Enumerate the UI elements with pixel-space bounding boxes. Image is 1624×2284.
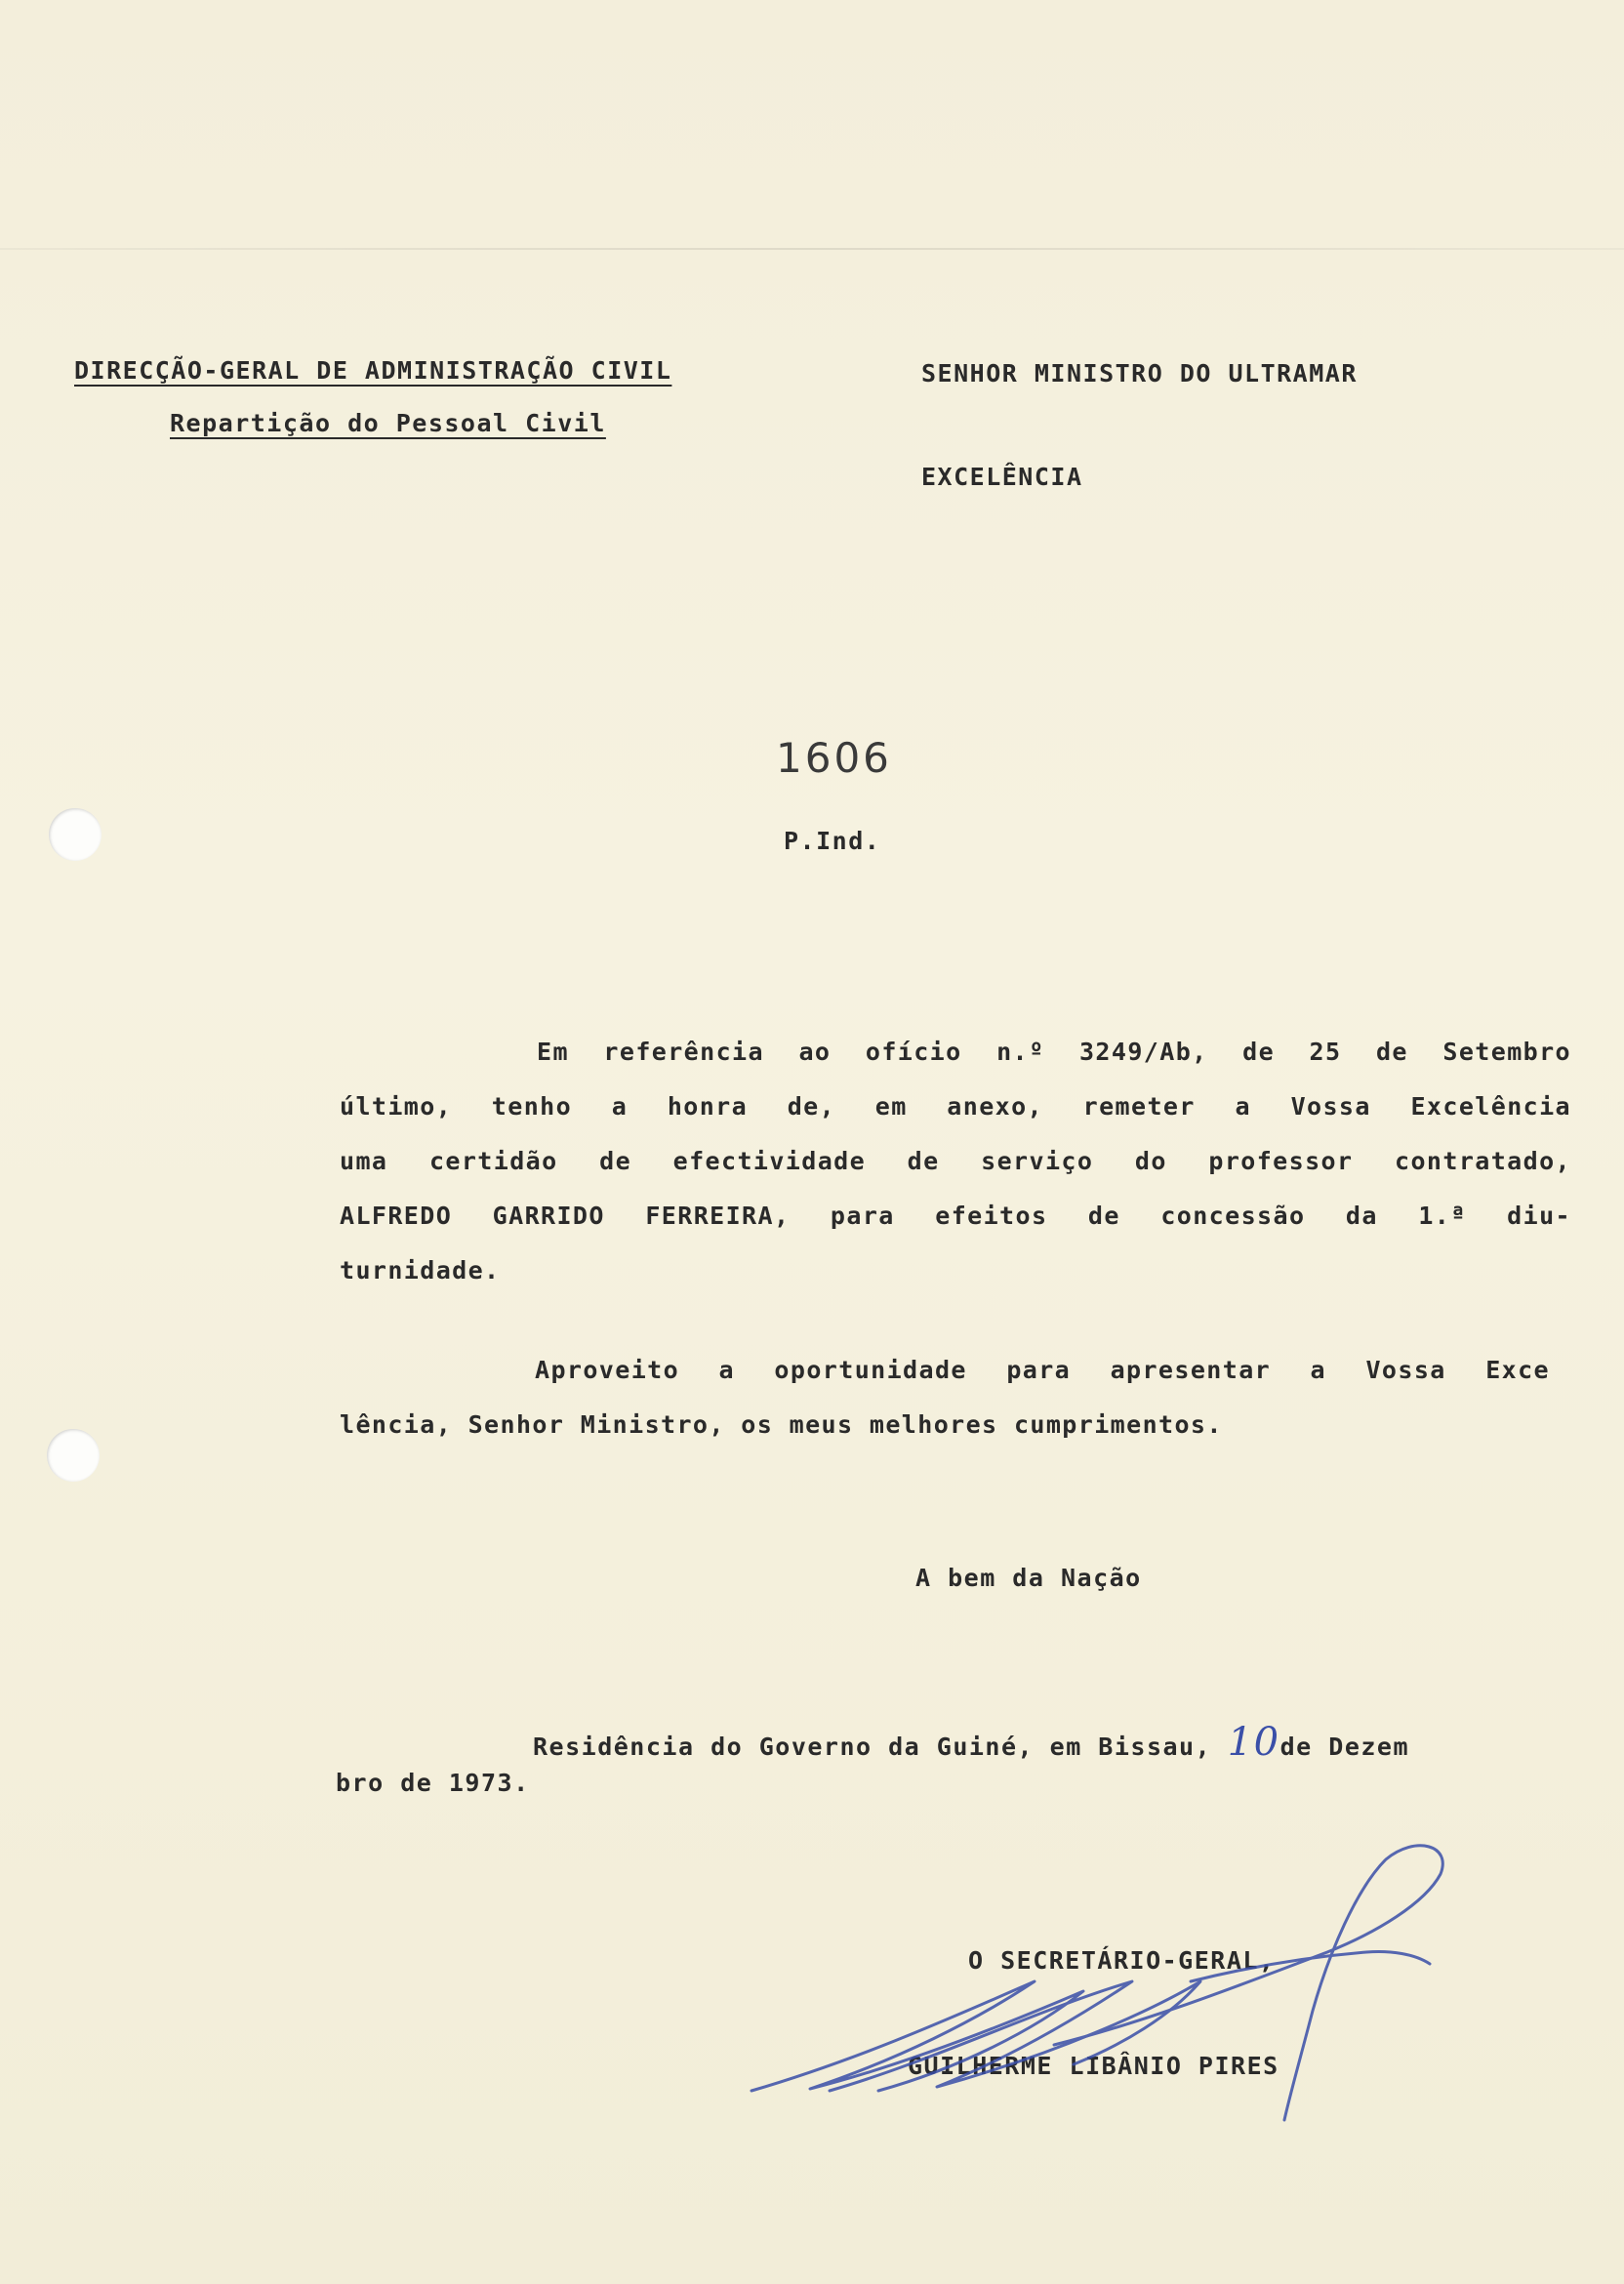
closing-formula: A bem da Nação	[915, 1564, 1142, 1592]
handwritten-signature	[742, 1835, 1464, 2128]
punch-hole-bottom	[47, 1429, 100, 1482]
paragraph-line: Aproveito a oportunidade para apresentar a Vossa Exce	[535, 1356, 1550, 1384]
addressee: SENHOR MINISTRO DO ULTRAMAR	[921, 359, 1358, 387]
department-heading: DIRECÇÃO-GERAL DE ADMINISTRAÇÃO CIVIL	[74, 356, 672, 385]
paragraph-line: turnidade.	[340, 1256, 501, 1285]
salutation: EXCELÊNCIA	[921, 463, 1083, 491]
section-heading: Repartição do Pessoal Civil	[170, 409, 606, 437]
paragraph-line: lência, Senhor Ministro, os meus melhores cumprimentos.	[340, 1410, 1223, 1439]
paragraph-line: uma certidão de efectividade de serviço do professor contratado,	[340, 1147, 1571, 1175]
reference-number: 1606	[776, 734, 892, 782]
reference-code: P.Ind.	[784, 827, 881, 855]
signature-stroke	[1054, 1846, 1442, 2120]
date-line-suffix: de Dezem	[1279, 1733, 1410, 1761]
paragraph-line: ALFREDO GARRIDO FERREIRA, para efeitos de concessão da 1.ª diu-	[340, 1202, 1571, 1230]
paragraph-line: Em referência ao ofício n.º 3249/Ab, de 25 de Setembro	[537, 1038, 1571, 1066]
signatory-name: GUILHERME LIBÂNIO PIRES	[908, 2052, 1279, 2080]
punch-hole-top	[49, 808, 102, 861]
date-line	[533, 1720, 1409, 1765]
signature-stroke	[1191, 1952, 1430, 1982]
date-line-prefix: Residência do Governo da Guiné, em Bissau,	[533, 1733, 1212, 1761]
signatory-title: O SECRETÁRIO-GERAL,	[968, 1946, 1276, 1975]
signature-stroke	[751, 1981, 1083, 2091]
date-line-continuation: bro de 1973.	[336, 1769, 530, 1797]
paragraph-line: último, tenho a honra de, em anexo, remeter a Vossa Excelência	[340, 1092, 1571, 1121]
body-paragraph-2	[340, 1343, 1550, 1452]
handwritten-day: 10	[1227, 1720, 1280, 1765]
fold-line	[0, 248, 1624, 250]
body-paragraph-1	[340, 1025, 1571, 1298]
